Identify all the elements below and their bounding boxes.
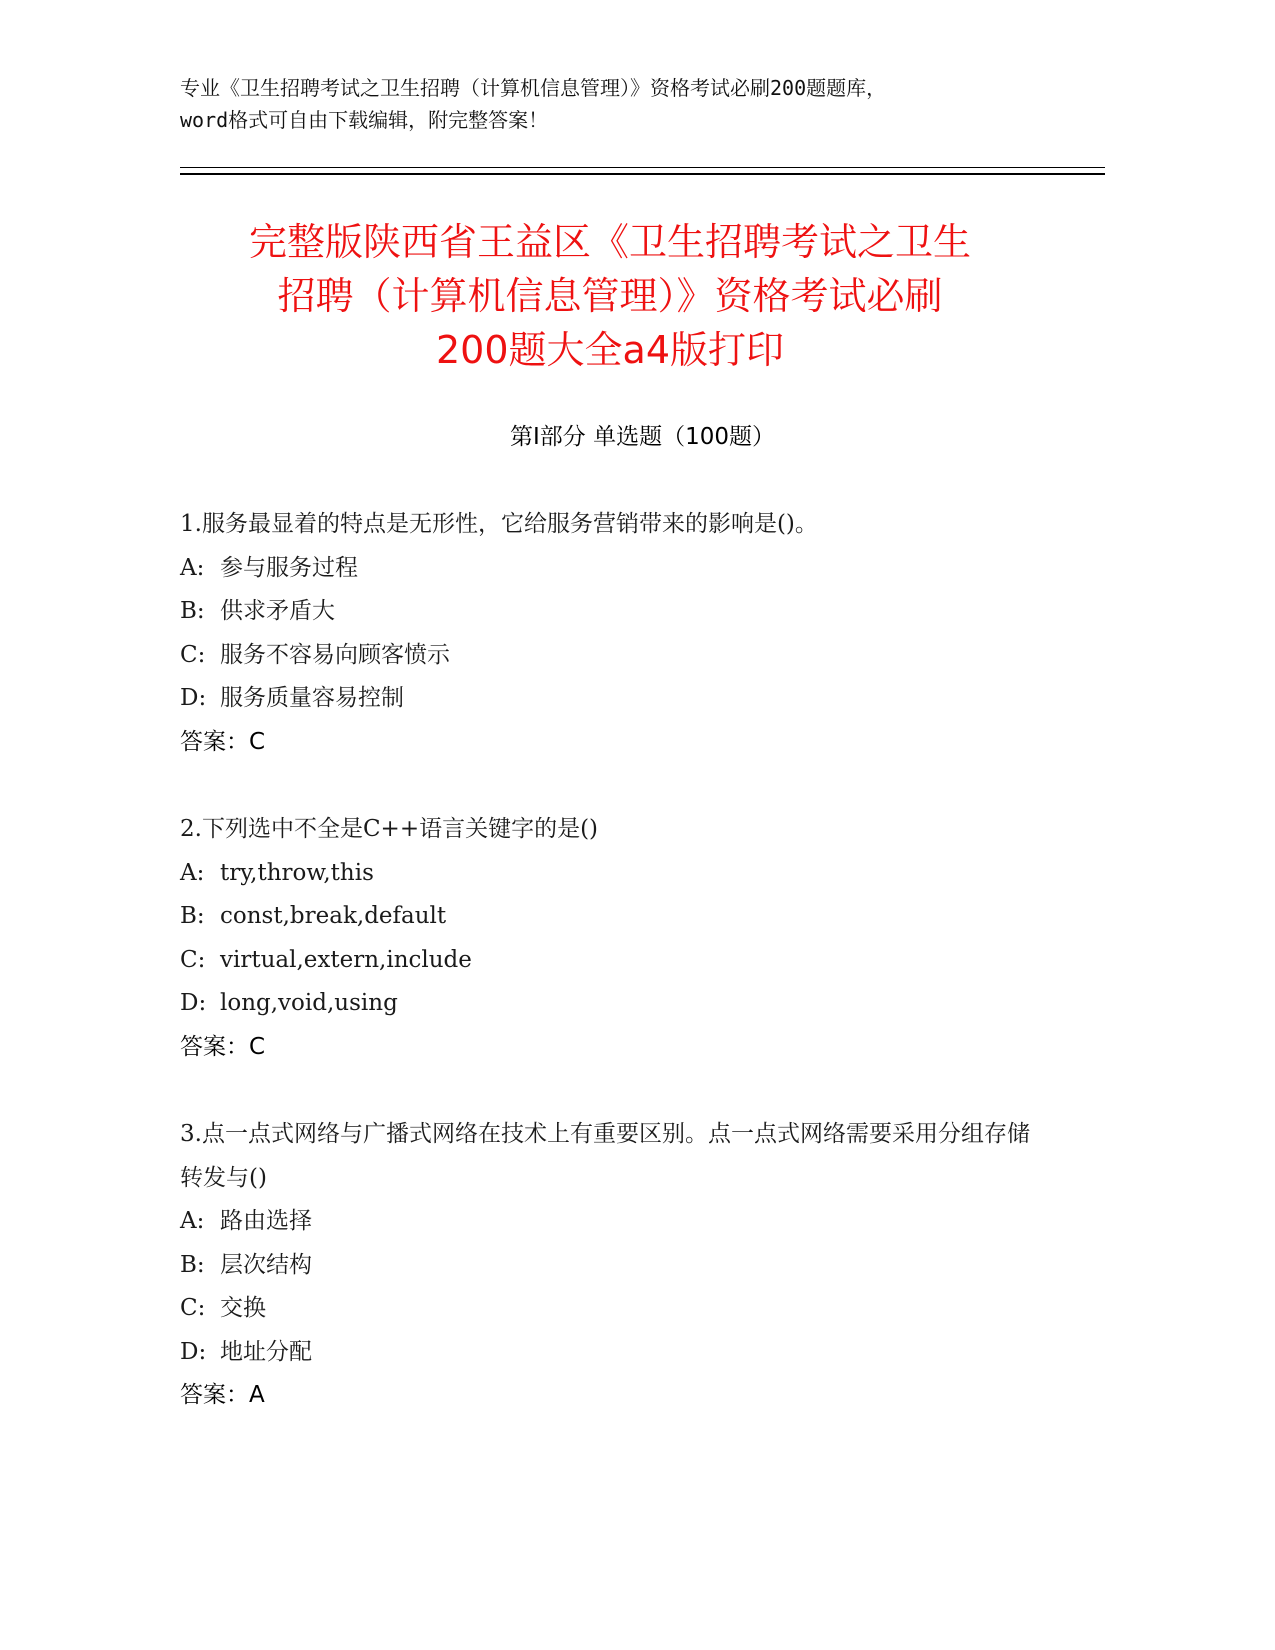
option-b [180, 895, 1050, 939]
answer-line: 答案：A [180, 1382, 265, 1408]
option-a [180, 1200, 1050, 1244]
title-line-1: 完整版陕西省王益区《卫生招聘考试之卫生 [248, 220, 971, 264]
option-d [180, 982, 1050, 1026]
question-2 [180, 808, 1050, 1069]
option-a [180, 547, 1050, 591]
option-key: A: [180, 554, 205, 581]
option-text: 供求矛盾大 [220, 598, 335, 624]
option-text: 交换 [220, 1295, 266, 1321]
option-key: A: [180, 859, 205, 886]
title-line-2: 招聘（计算机信息管理）》资格考试必刷 [277, 274, 943, 318]
option-d [180, 677, 1050, 721]
option-text: 路由选择 [220, 1208, 312, 1234]
option-b [180, 1244, 1050, 1288]
title-line-3: 200题大全a4版打印 [436, 328, 784, 372]
option-text: 服务不容易向顾客愤示 [220, 641, 450, 668]
option-key: B: [180, 598, 205, 624]
option-text: 地址分配 [220, 1338, 312, 1365]
option-text: 层次结构 [220, 1251, 312, 1278]
question-1 [180, 503, 1050, 764]
header-divider-thin [180, 167, 1105, 168]
header-note-line-1: 专业《卫生招聘考试之卫生招聘（计算机信息管理）》资格考试必刷200题题库， [180, 76, 887, 100]
option-key: B: [180, 903, 205, 929]
option-c [180, 1287, 1050, 1331]
header-divider-thick [180, 173, 1105, 175]
option-c [180, 939, 1050, 983]
header-note [180, 72, 1100, 136]
option-key: C: [180, 641, 206, 668]
answer-line: 答案：C [180, 1033, 266, 1060]
option-key: A: [180, 1208, 205, 1234]
option-text: try,throw,this [220, 859, 374, 886]
option-key: D: [180, 685, 207, 711]
document-title [160, 215, 1060, 377]
option-key: B: [180, 1251, 205, 1278]
option-text: long,void,using [220, 990, 398, 1016]
question-stem: 1.服务最显着的特点是无形性，它给服务营销带来的影响是()。 [180, 511, 818, 537]
option-b [180, 590, 1050, 634]
option-text: 服务质量容易控制 [220, 685, 404, 711]
option-d [180, 1331, 1050, 1375]
option-key: D: [180, 1338, 207, 1365]
option-a [180, 852, 1050, 896]
answer-line: 答案：C [180, 728, 266, 755]
section-heading: 第Ⅰ部分 单选题（100题） [510, 424, 775, 450]
question-stem: 3.点一点式网络与广播式网络在技术上有重要区别。点一点式网络需要采用分组存储转发与() [180, 1121, 1030, 1191]
option-text: const,break,default [220, 903, 447, 929]
option-key: C: [180, 1295, 206, 1321]
header-note-line-2: word格式可自由下载编辑，附完整答案！ [180, 108, 549, 132]
option-c [180, 634, 1050, 678]
option-text: 参与服务过程 [220, 554, 358, 581]
question-stem: 2.下列选中不全是C++语言关键字的是() [180, 816, 599, 842]
option-text: virtual,extern,include [220, 946, 472, 973]
option-key: D: [180, 990, 207, 1016]
question-3 [180, 1113, 1050, 1418]
option-key: C: [180, 946, 206, 973]
